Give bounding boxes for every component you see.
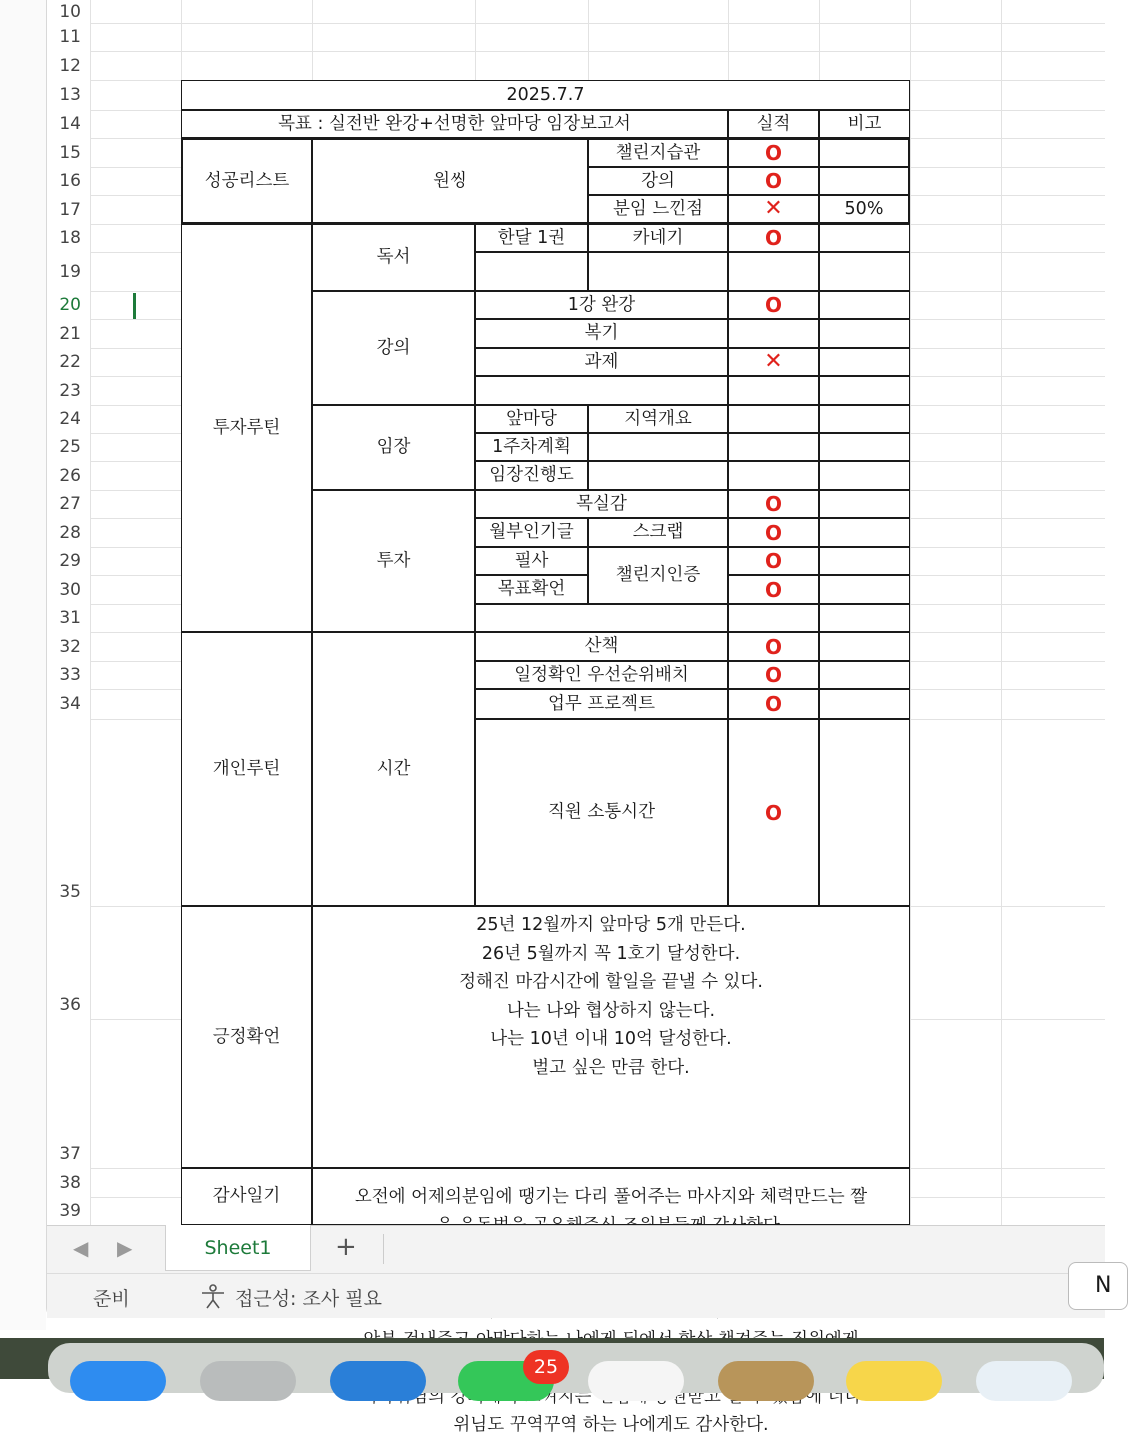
lecture-note-1[interactable] bbox=[819, 319, 910, 348]
reading-empty-c[interactable] bbox=[728, 252, 819, 291]
site-text: 1주차계획 bbox=[492, 436, 571, 457]
lecture-item-text: 1강 완강 bbox=[567, 294, 636, 315]
circle-mark-icon: O bbox=[764, 520, 782, 545]
circle-mark-icon: O bbox=[764, 692, 782, 716]
success-note-text: 50% bbox=[844, 199, 884, 219]
circle-mark-icon: O bbox=[764, 577, 782, 602]
row-number[interactable]: 35 bbox=[59, 882, 81, 902]
site-r1b[interactable] bbox=[588, 405, 728, 433]
personal-item-2[interactable] bbox=[475, 689, 728, 719]
success-note-2[interactable] bbox=[819, 195, 910, 224]
circle-mark-icon: O bbox=[764, 549, 782, 573]
row-number[interactable]: 19 bbox=[59, 261, 81, 282]
x-mark-icon: ✕ bbox=[764, 348, 783, 374]
personal-item-text: 직원 소통시간 bbox=[548, 802, 655, 822]
site-label[interactable] bbox=[312, 405, 475, 490]
row-number[interactable]: 22 bbox=[59, 352, 81, 372]
site-result-23[interactable] bbox=[728, 405, 819, 433]
finder-icon[interactable] bbox=[70, 1361, 166, 1401]
row-number[interactable]: 30 bbox=[59, 579, 81, 600]
row-number[interactable]: 38 bbox=[59, 1173, 81, 1193]
grid-column-line bbox=[910, 0, 911, 1225]
grid-row-line bbox=[91, 51, 1105, 52]
row-number[interactable]: 23 bbox=[59, 380, 81, 401]
invest-item-text: 목실감 bbox=[576, 493, 627, 514]
circle-mark-icon: O bbox=[764, 169, 782, 193]
row-number[interactable]: 27 bbox=[59, 494, 81, 514]
site-r2[interactable] bbox=[475, 433, 588, 461]
time-label[interactable] bbox=[312, 632, 475, 906]
text-line: 위님도 꾸역꾸역 하는 나에게도 감사한다. bbox=[453, 1415, 769, 1435]
lecture-empty-b[interactable] bbox=[728, 376, 819, 405]
text-line: 나는 나와 협상하지 않는다. bbox=[506, 1000, 716, 1021]
invest-text: 투자 bbox=[376, 550, 411, 571]
success-item-text: 챌린지습관 bbox=[615, 142, 701, 163]
invest-r2a[interactable] bbox=[475, 518, 588, 547]
site-note-25[interactable] bbox=[819, 461, 910, 490]
row-number[interactable]: 11 bbox=[59, 27, 81, 47]
one-thing-text: 원씽 bbox=[433, 170, 467, 191]
lecture-item-2[interactable] bbox=[475, 348, 728, 376]
lecture-item-0[interactable] bbox=[475, 291, 728, 319]
time-text: 시간 bbox=[376, 758, 411, 779]
site-text: 임장진행도 bbox=[489, 465, 574, 485]
row-header-column bbox=[47, 0, 91, 1225]
invest-r4a[interactable] bbox=[475, 575, 588, 604]
personal-result-3[interactable] bbox=[728, 719, 819, 906]
app-icon[interactable] bbox=[976, 1361, 1072, 1401]
personal-item-3[interactable] bbox=[475, 719, 728, 906]
grid-row-line bbox=[91, 23, 1105, 24]
row-number[interactable]: 34 bbox=[59, 694, 81, 714]
invest-item-text: 월부인기글 bbox=[489, 522, 574, 542]
text-line: 벌고 싶은 만큼 한다. bbox=[532, 1057, 690, 1078]
success-result-1[interactable] bbox=[728, 167, 819, 195]
invest-routine-label[interactable] bbox=[181, 224, 312, 632]
personal-result-2[interactable] bbox=[728, 689, 819, 719]
circle-mark-icon: O bbox=[764, 141, 782, 165]
site-r1a[interactable] bbox=[475, 405, 588, 433]
site-result-24[interactable] bbox=[728, 433, 819, 461]
invest-item-text: 필사 bbox=[514, 550, 549, 571]
row-number[interactable]: 18 bbox=[59, 228, 81, 248]
invest-note-2[interactable] bbox=[819, 547, 910, 575]
invest-empty-c[interactable] bbox=[819, 604, 910, 632]
x-mark-icon: ✕ bbox=[764, 195, 783, 221]
personal-note-0[interactable] bbox=[819, 632, 910, 661]
success-list-text: 성공리스트 bbox=[204, 170, 290, 191]
invest-routine-text: 투자루틴 bbox=[212, 417, 281, 438]
row-number[interactable]: 29 bbox=[59, 551, 81, 571]
sheet-tab-bar bbox=[47, 1225, 1105, 1273]
invest-result-3[interactable] bbox=[728, 575, 819, 604]
lecture-empty-a[interactable] bbox=[475, 376, 728, 405]
text-line: 느껴지는 응원받고 너나 bbox=[523, 1386, 862, 1407]
row-number[interactable]: 33 bbox=[59, 665, 81, 685]
invest-result-1[interactable] bbox=[728, 518, 819, 547]
site-result-25[interactable] bbox=[728, 461, 819, 490]
reading-book[interactable] bbox=[588, 224, 728, 252]
invest-note-3[interactable] bbox=[819, 575, 910, 604]
personal-note-3[interactable] bbox=[819, 719, 910, 906]
personal-result-0[interactable] bbox=[728, 632, 819, 661]
lecture-label[interactable] bbox=[312, 291, 475, 405]
result-header-text: 실적 bbox=[756, 113, 791, 134]
tab-prev-icon[interactable]: ◀ bbox=[73, 1236, 89, 1260]
success-note-0[interactable] bbox=[819, 138, 910, 167]
text-line: 오전에 어제의분임에 땡기는 다리 풀어주는 마사지와 체력만드는 짤 bbox=[354, 1187, 868, 1207]
add-sheet-button[interactable]: + bbox=[335, 1232, 357, 1262]
status-ready: 준비 bbox=[93, 1288, 130, 1310]
site-r3[interactable] bbox=[475, 461, 588, 490]
reading-monthly-text: 한달 1권 bbox=[497, 227, 566, 248]
row-number[interactable]: 37 bbox=[59, 1144, 81, 1164]
affirmation-content[interactable] bbox=[312, 906, 910, 1168]
row-number[interactable]: 14 bbox=[59, 114, 81, 134]
success-result-2[interactable] bbox=[728, 195, 819, 224]
affirmation-label[interactable] bbox=[181, 906, 312, 1168]
personal-item-1[interactable] bbox=[475, 661, 728, 689]
reading-note[interactable] bbox=[819, 224, 910, 252]
invest-r2b[interactable] bbox=[588, 518, 728, 547]
invest-item-text: 챌린지인증 bbox=[615, 565, 701, 585]
invest-r1[interactable] bbox=[475, 490, 728, 518]
lecture-item-1[interactable] bbox=[475, 319, 728, 348]
text-line: 정해진 마감시간에 할일을 끝낼 수 있다. bbox=[459, 972, 763, 992]
invest-note-0[interactable] bbox=[819, 490, 910, 518]
invest-note-1[interactable] bbox=[819, 518, 910, 547]
site-text: 임장 bbox=[376, 437, 411, 457]
lecture-result-1[interactable] bbox=[728, 319, 819, 348]
lecture-note-2[interactable] bbox=[819, 348, 910, 376]
personal-result-1[interactable] bbox=[728, 661, 819, 689]
grid-column-line bbox=[90, 0, 91, 1225]
affirmation-text: 긍정확언 bbox=[212, 1026, 281, 1047]
row-number[interactable]: 10 bbox=[59, 1, 81, 22]
site-note-23[interactable] bbox=[819, 405, 910, 433]
lecture-note-0[interactable] bbox=[819, 291, 910, 319]
lecture-result-0[interactable] bbox=[728, 291, 819, 319]
date-text: 2025.7.7 bbox=[506, 84, 585, 105]
reading-empty-a[interactable] bbox=[475, 252, 588, 291]
gratitude-label[interactable] bbox=[181, 1168, 312, 1225]
date-cell[interactable] bbox=[181, 80, 910, 110]
lecture-result-2[interactable] bbox=[728, 348, 819, 376]
gratitude-text: 감사일기 bbox=[212, 1186, 281, 1206]
row-number[interactable]: 12 bbox=[59, 55, 81, 76]
reading-empty-d[interactable] bbox=[819, 252, 910, 291]
success-item-0[interactable] bbox=[588, 138, 728, 167]
reading-text: 독서 bbox=[376, 247, 411, 267]
text-line: 25년 12월까지 앞마당 5개 만든다. bbox=[476, 915, 746, 935]
note-header-text: 비고 bbox=[847, 113, 882, 134]
lecture-text: 강의 bbox=[376, 337, 411, 358]
goal-text: 목표 : 실전반 완강+선명한 앞마당 임장보고서 bbox=[278, 113, 631, 134]
success-note-1[interactable] bbox=[819, 167, 910, 195]
personal-note-1[interactable] bbox=[819, 661, 910, 689]
accessibility-icon[interactable] bbox=[199, 1284, 227, 1310]
reading-label[interactable] bbox=[312, 224, 475, 291]
tab-sheet1[interactable]: Sheet1 bbox=[165, 1225, 311, 1271]
row-number[interactable]: 16 bbox=[59, 171, 81, 191]
site-empty-25[interactable] bbox=[588, 461, 728, 490]
one-thing-label[interactable] bbox=[312, 138, 588, 224]
circle-mark-icon: O bbox=[764, 634, 782, 659]
row-header-background bbox=[0, 0, 46, 1330]
notes-icon[interactable] bbox=[846, 1361, 942, 1401]
site-empty-24[interactable] bbox=[588, 433, 728, 461]
personal-routine-label[interactable] bbox=[181, 632, 312, 906]
active-row-indicator bbox=[133, 293, 136, 319]
contacts-icon[interactable] bbox=[718, 1361, 814, 1401]
reading-result[interactable] bbox=[728, 224, 819, 252]
invest-item-text: 스크랩 bbox=[632, 522, 684, 542]
note-header[interactable] bbox=[819, 110, 910, 138]
reading-monthly[interactable] bbox=[475, 224, 588, 252]
row-number[interactable]: 28 bbox=[59, 522, 81, 543]
tab-divider bbox=[383, 1234, 384, 1264]
status-accessibility[interactable]: 접근성: 조사 필요 bbox=[235, 1288, 382, 1310]
personal-item-text: 업무 프로젝트 bbox=[548, 693, 655, 714]
tab-next-icon[interactable]: ▶ bbox=[117, 1236, 133, 1260]
personal-item-text: 산책 bbox=[584, 636, 619, 656]
row-number[interactable]: 17 bbox=[59, 199, 81, 220]
circle-mark-icon: O bbox=[764, 663, 782, 687]
success-item-text: 분임 느낀점 bbox=[612, 198, 704, 219]
personal-routine-text: 개인루틴 bbox=[212, 758, 281, 779]
personal-item-0[interactable] bbox=[475, 632, 728, 661]
goal-cell[interactable] bbox=[181, 110, 728, 138]
row-number[interactable]: 26 bbox=[59, 465, 81, 486]
invest-result-0[interactable] bbox=[728, 490, 819, 518]
status-bar bbox=[47, 1273, 1105, 1318]
row-number[interactable]: 31 bbox=[59, 608, 81, 628]
text-line: 26년 5월까지 꼭 1호기 달성한다. bbox=[481, 943, 741, 964]
row-number[interactable]: 21 bbox=[59, 323, 81, 344]
row-number[interactable]: 39 bbox=[59, 1201, 81, 1221]
personal-item-text: 일정확인 우선순위배치 bbox=[514, 664, 689, 685]
result-header[interactable] bbox=[728, 110, 819, 138]
row-number[interactable]: 24 bbox=[59, 409, 81, 429]
success-list-label[interactable] bbox=[181, 138, 312, 224]
launchpad-icon[interactable] bbox=[200, 1361, 296, 1401]
success-item-text: 강의 bbox=[641, 170, 675, 191]
success-item-2[interactable] bbox=[588, 195, 728, 224]
notification-badge: 25 bbox=[523, 1350, 569, 1384]
reading-empty-b[interactable] bbox=[588, 252, 728, 291]
text-line: 나는 10년 이내 10억 달성한다. bbox=[490, 1029, 732, 1049]
grid-column-line bbox=[1001, 0, 1002, 1225]
safari-icon[interactable] bbox=[330, 1361, 426, 1401]
row-number[interactable]: 13 bbox=[59, 85, 81, 105]
row-number[interactable]: 32 bbox=[59, 636, 81, 657]
circle-mark-icon: O bbox=[764, 226, 782, 250]
invest-result-2[interactable] bbox=[728, 547, 819, 575]
site-note-24[interactable] bbox=[819, 433, 910, 461]
circle-mark-icon: O bbox=[764, 293, 782, 317]
invest-r34b[interactable] bbox=[588, 547, 728, 604]
invest-r3a[interactable] bbox=[475, 547, 588, 575]
row-number[interactable]: 25 bbox=[59, 437, 81, 457]
lecture-empty-c[interactable] bbox=[819, 376, 910, 405]
site-text: 지역개요 bbox=[624, 408, 692, 429]
site-text: 앞마당 bbox=[506, 408, 557, 429]
personal-note-2[interactable] bbox=[819, 689, 910, 719]
reading-book-text: 카네기 bbox=[632, 227, 684, 248]
row-number[interactable]: 20 bbox=[59, 295, 81, 315]
circle-mark-icon: O bbox=[764, 800, 782, 825]
row-number[interactable]: 36 bbox=[59, 995, 81, 1015]
lecture-item-text: 복기 bbox=[584, 323, 619, 343]
invest-empty-b[interactable] bbox=[728, 604, 819, 632]
photos-icon[interactable] bbox=[588, 1361, 684, 1401]
circle-mark-icon: O bbox=[764, 492, 782, 516]
success-result-0[interactable] bbox=[728, 138, 819, 167]
lecture-item-text: 과제 bbox=[584, 351, 619, 372]
side-window-peek: N bbox=[1068, 1262, 1128, 1310]
success-item-1[interactable] bbox=[588, 167, 728, 195]
invest-label[interactable] bbox=[312, 490, 475, 632]
invest-empty-a[interactable] bbox=[475, 604, 728, 632]
invest-item-text: 목표확언 bbox=[497, 579, 566, 599]
affirmation-lines bbox=[459, 911, 763, 1082]
row-number[interactable]: 15 bbox=[59, 142, 81, 163]
excel-window bbox=[46, 0, 1104, 1435]
